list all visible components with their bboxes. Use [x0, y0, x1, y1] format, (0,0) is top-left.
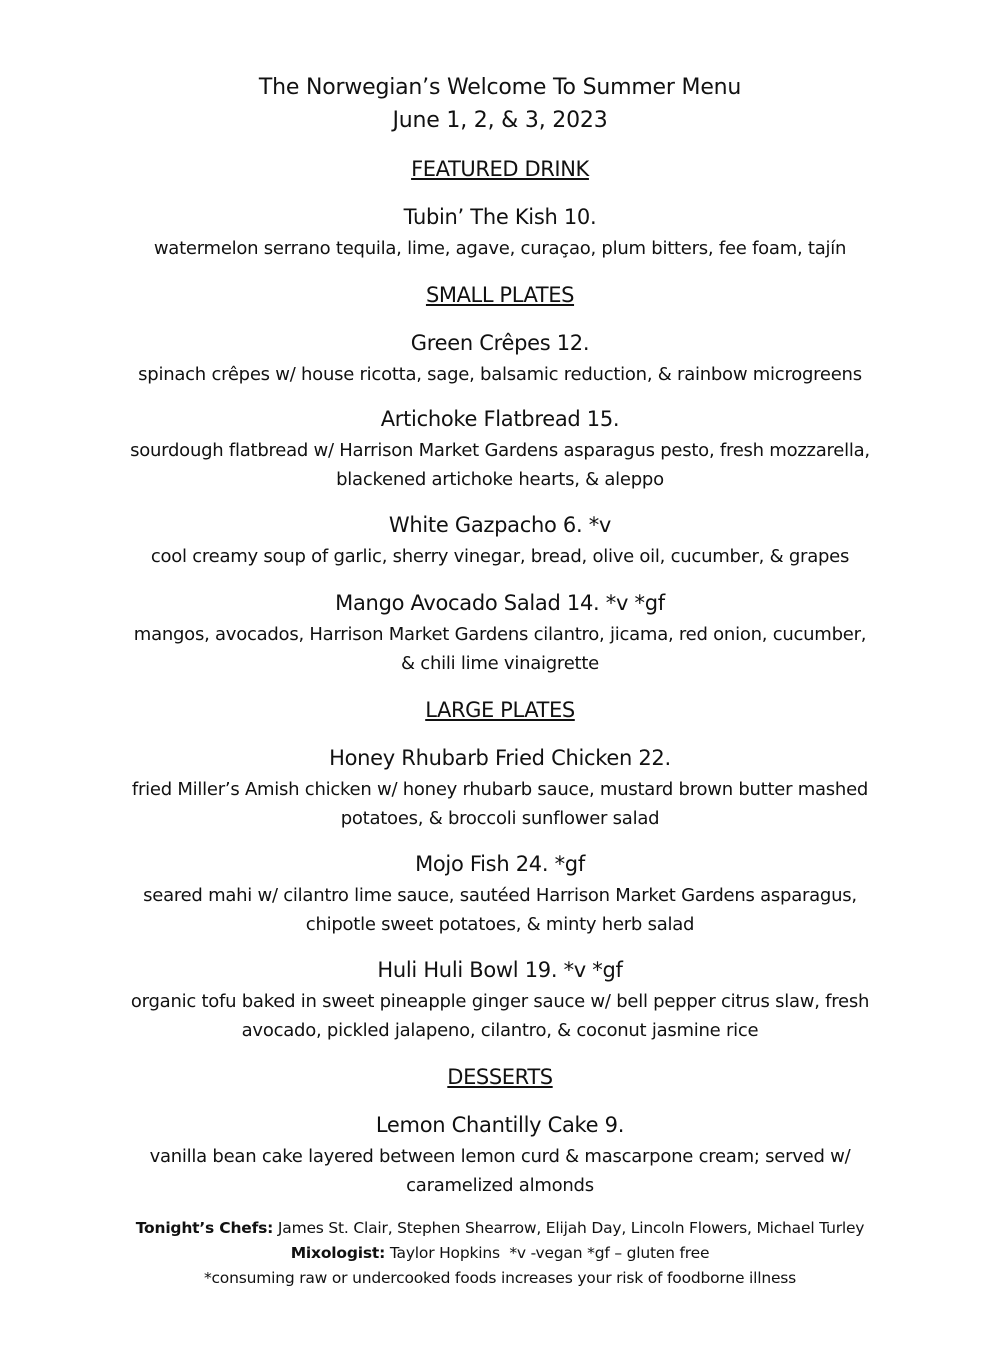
menu-item-description: mangos, avocados, Harrison Market Gardens cilantro, jicama, red onion, cucumber, & chili lime vinaigrette [133, 624, 867, 674]
menu-item-name [0, 745, 1000, 771]
item-title: Green Crêpes 12. [410, 331, 590, 355]
item-title: Tubin’ The Kish 10. [403, 205, 597, 229]
menu-item-description: spinach crêpes w/ house ricotta, sage, balsamic reduction, & rainbow microgreens [138, 364, 862, 385]
item-title: Honey Rhubarb Fried Chicken 22. [329, 746, 671, 770]
menu-item-name [0, 1112, 1000, 1138]
item-title: Lemon Chantilly Cake 9. [375, 1113, 625, 1137]
menu-item-name [0, 512, 1000, 538]
menu-item-name [0, 851, 1000, 877]
item-title: Artichoke Flatbread 15. [380, 407, 620, 431]
menu-item-name [0, 330, 1000, 356]
item-title: White Gazpacho 6. [388, 513, 583, 537]
mixologist-line [0, 1241, 1000, 1266]
section-heading-small-plates: SMALL PLATES [425, 283, 575, 307]
menu-date: June 1, 2, & 3, 2023 [392, 108, 608, 133]
food-safety-warning: *consuming raw or undercooked foods increases your risk of foodborne illness [203, 1269, 797, 1287]
menu-item-description: seared mahi w/ cilantro lime sauce, sautéed Harrison Market Gardens asparagus, chipotle sweet potatoes, & minty herb salad [143, 885, 857, 935]
chefs-names: James St. Clair, Stephen Shearrow, Elijah Day, Lincoln Flowers, Michael Turley [277, 1219, 865, 1237]
menu-item-description: vanilla bean cake layered between lemon curd & mascarpone cream; served w/ caramelized almonds [149, 1146, 851, 1196]
dietary-legend: *v -vegan *gf – gluten free [509, 1244, 710, 1262]
dietary-tags: *v *gf [563, 958, 623, 982]
chefs-line [0, 1216, 1000, 1241]
section-heading-featured-drink: FEATURED DRINK [411, 157, 589, 181]
menu-item-name [0, 204, 1000, 230]
section-heading-desserts: DESSERTS [447, 1065, 553, 1089]
mixologist-label: Mixologist: [290, 1244, 386, 1262]
dietary-tags: *v [588, 513, 612, 537]
menu-item-name [0, 957, 1000, 983]
menu-item-description: cool creamy soup of garlic, sherry vinegar, bread, olive oil, cucumber, & grapes [150, 546, 850, 567]
item-title: Huli Huli Bowl 19. [377, 958, 558, 982]
menu-item-name [0, 406, 1000, 432]
item-title: Mango Avocado Salad 14. [335, 591, 600, 615]
item-title: Mojo Fish 24. [415, 852, 549, 876]
menu-item-description: organic tofu baked in sweet pineapple ginger sauce w/ bell pepper citrus slaw, fresh avocado, pickled jalapeno, cilantro, & coconut jasmine rice [130, 991, 870, 1041]
menu-item-description: watermelon serrano tequila, lime, agave, curaçao, plum bitters, fee foam, tajín [153, 238, 847, 259]
chefs-label: Tonight’s Chefs: [135, 1219, 274, 1237]
menu-item-name [0, 590, 1000, 616]
menu-title: The Norwegian’s Welcome To Summer Menu [258, 75, 742, 100]
mixologist-name: Taylor Hopkins [389, 1244, 500, 1262]
dietary-tags: *gf [554, 852, 585, 876]
menu-item-description: sourdough flatbread w/ Harrison Market Gardens asparagus pesto, fresh mozzarella, blackened artichoke hearts, & aleppo [130, 440, 870, 490]
dietary-tags: *v *gf [605, 591, 665, 615]
section-heading-large-plates: LARGE PLATES [425, 698, 575, 722]
menu-item-description: fried Miller’s Amish chicken w/ honey rhubarb sauce, mustard brown butter mashed potatoes, & broccoli sunflower salad [131, 779, 869, 829]
